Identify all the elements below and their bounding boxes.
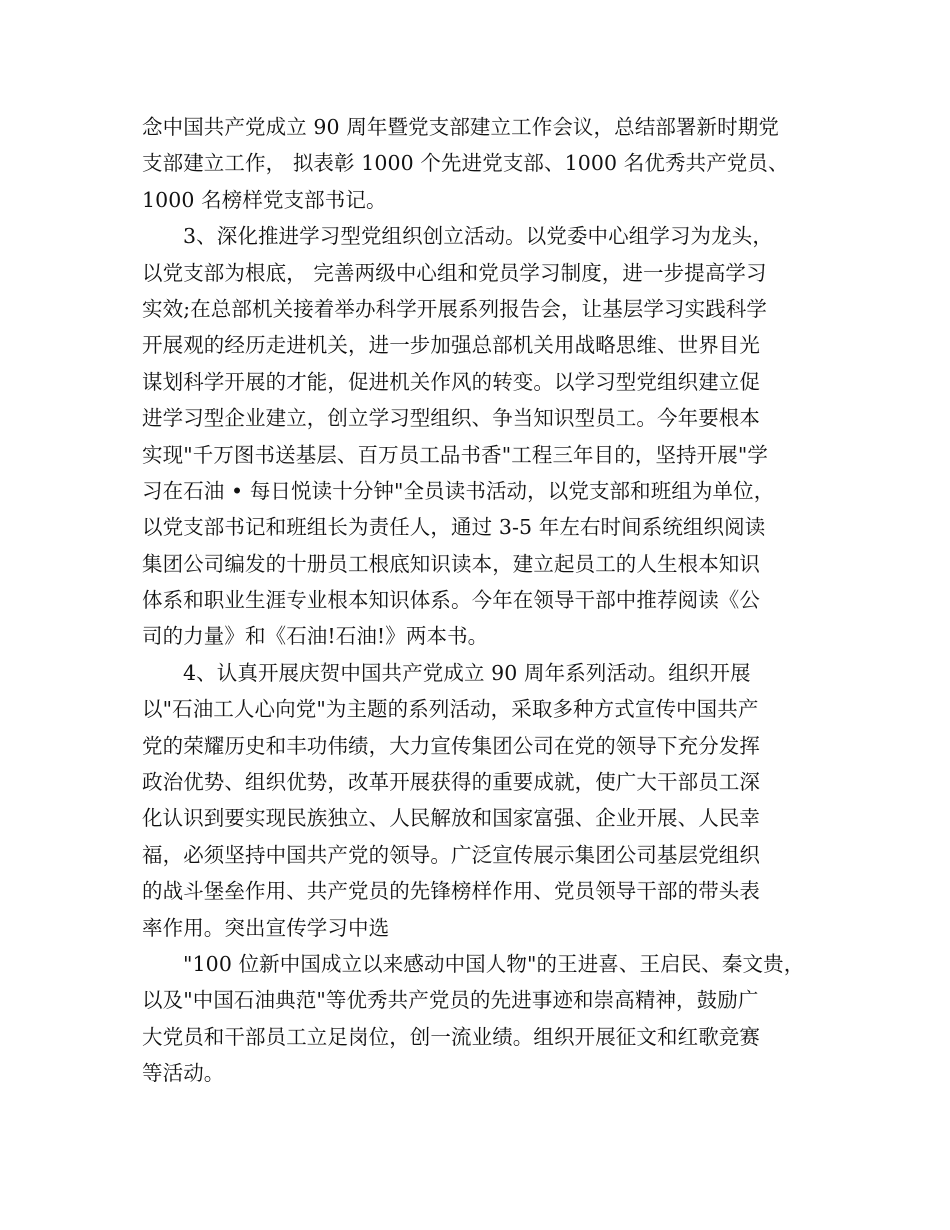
text-line: 以"石油工人心向党"为主题的系列活动，采取多种方式宣传中国共产	[142, 697, 759, 722]
text-line: 开展观的经历走进机关，进一步加强总部机关用战略思维、世界目光	[142, 333, 760, 358]
document-body	[142, 109, 814, 1092]
text-line: 3、深化推进学习型党组织创立活动。以党委中心组学习为龙头，	[183, 224, 773, 249]
text-line: 司的力量》和《石油!石油!》两本书。	[142, 624, 489, 649]
text-line: 实现"千万图书送基层、百万员工品书香"工程三年目的，坚持开展"学	[142, 442, 768, 467]
text-line: 率作用。突出宣传学习中选	[142, 915, 390, 940]
text-line: 念中国共产党成立 90 周年暨党支部建立工作会议，总结部署新时期党	[142, 115, 779, 139]
text-line: "100 位新中国成立以来感动中国人物"的王进喜、王启民、秦文贵，	[183, 951, 805, 976]
text-line: 的战斗堡垒作用、共产党员的先锋榜样作用、党员领导干部的带头表	[142, 879, 760, 904]
text-line: 1000 名榜样党支部书记。	[142, 187, 387, 212]
text-line: 以党支部为根底， 完善两级中心组和党员学习制度，进一步提高学习	[142, 260, 767, 285]
text-line: 4、认真开展庆贺中国共产党成立 90 周年系列活动。组织开展	[183, 660, 751, 685]
paragraph	[142, 218, 814, 655]
text-line: 党的荣耀历史和丰功伟绩，大力宣传集团公司在党的领导下充分发挥	[142, 733, 760, 758]
text-line: 化认识到要实现民族独立、人民解放和国家富强、企业开展、人民幸	[142, 806, 760, 831]
text-line: 等活动。	[142, 1061, 225, 1086]
text-line: 习在石油 • 每日悦读十分钟"全员读书活动，以党支部和班组为单位，	[142, 478, 775, 503]
text-line: 集团公司编发的十册员工根底知识读本，建立起员工的人生根本知识	[142, 551, 760, 576]
paragraph	[142, 946, 814, 1092]
text-line: 以党支部书记和班组长为责任人，通过 3-5 年左右时间系统组织阅读	[142, 515, 766, 540]
text-line: 支部建立工作， 拟表彰 1000 个先进党支部、1000 名优秀共产党员、	[142, 151, 789, 176]
text-line: 以及"中国石油典范"等优秀共产党员的先进事迹和崇高精神，鼓励广	[142, 988, 759, 1013]
paragraph	[142, 109, 814, 218]
paragraph	[142, 655, 814, 946]
text-line: 谋划科学开展的才能，促进机关作风的转变。以学习型党组织建立促	[142, 369, 760, 394]
text-line: 体系和职业生涯专业根本知识体系。今年在领导干部中推荐阅读《公	[142, 588, 760, 613]
text-line: 实效;在总部机关接着举办科学开展系列报告会，让基层学习实践科学	[142, 296, 768, 321]
text-line: 大党员和干部员工立足岗位，创一流业绩。组织开展征文和红歌竞赛	[142, 1024, 760, 1049]
text-line: 福，必须坚持中国共产党的领导。广泛宣传展示集团公司基层党组织	[142, 842, 760, 867]
text-line: 进学习型企业建立，创立学习型组织、争当知识型员工。今年要根本	[142, 406, 760, 431]
text-line: 政治优势、组织优势，改革开展获得的重要成就，使广大干部员工深	[142, 770, 760, 795]
